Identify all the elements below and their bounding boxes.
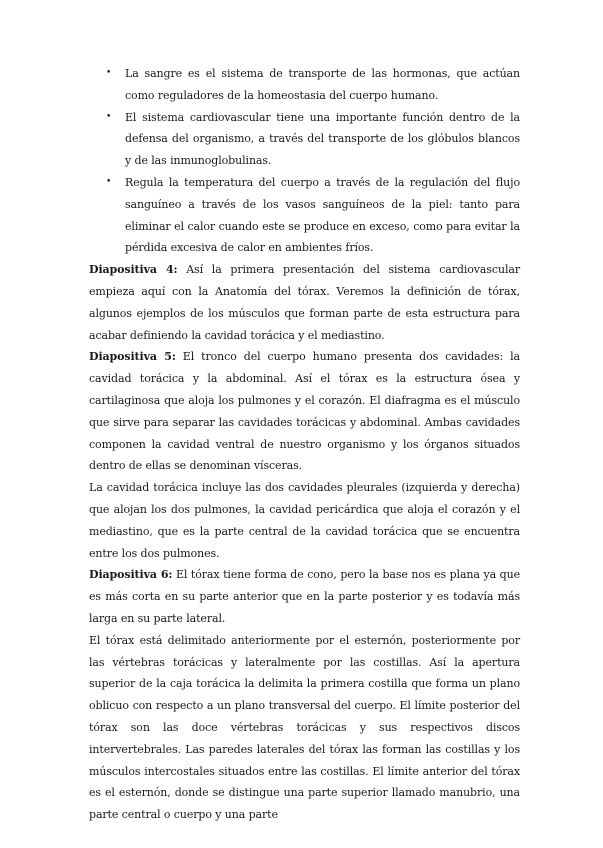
paragraph-diapositiva-4: [89, 259, 520, 346]
bullet-text: El sistema cardiovascular tiene una importante función dentro de la defensa del organismo, a través del transporte de los glóbulos blancos y de las inmunoglobulinas.: [125, 110, 520, 168]
paragraph-diapositiva-5: [89, 346, 520, 477]
bullet-icon: •: [106, 68, 112, 78]
slide-label: Diapositiva 6:: [89, 568, 173, 582]
bullet-text: La sangre es el sistema de transporte de las hormonas, que actúan como reguladores de la homeostasia del cuerpo humano.: [125, 67, 520, 102]
paragraph-text: El tórax tiene forma de cono, pero la base nos es plana ya que es más corta en su parte anterior que en la parte posterior y es todavía más larga en su parte lateral.: [89, 568, 520, 625]
paragraph-torax-delimitado: [89, 630, 520, 826]
slide-label: Diapositiva 5:: [89, 350, 176, 364]
bullet-icon: •: [106, 111, 112, 122]
bullet-list: [89, 63, 520, 259]
paragraph-text: El tronco del cuerpo humano presenta dos cavidades: la cavidad torácica y la abdominal. Así el tórax es la estructura ósea y cartilaginosa que aloja los pulmones y el corazón. El diafragma es el músculo que sirve para separar las cavidades torácicas y abdominal. Ambas cavidades componen la cavidad ventral de nuestro organismo y los órganos situados dentro de ellas se denominan vísceras.: [89, 350, 521, 473]
bullet-text: Regula la temperatura del cuerpo a través de la regulación del flujo sanguíneo a través de los vasos sanguíneos de la piel: tanto para eliminar el calor cuando este se produce en exceso, como para evitar la pérdida excesiva de calor en ambientes fríos.: [125, 175, 520, 255]
paragraph-text: El tórax está delimitado anteriormente por el esternón, posteriormente por las vértebras torácicas y lateralmente por las costillas. Así la apertura superior de la caja torácica la delimita la primera costilla que forma un plano oblicuo con respecto a un plano transversal del cuerpo. El límite posterior del tórax son las doce vértebras torácicas y sus respectivos discos intervertebrales. Las paredes laterales del tórax las forman las costillas y los músculos intercostales situados entre las costillas. El límite anterior del tórax es el esternón, donde se distingue una parte superior llamado manubrio, una parte central o cuerpo y una parte: [89, 633, 520, 822]
bullet-item: [89, 172, 520, 259]
bullet-icon: •: [106, 176, 112, 187]
slide-label: Diapositiva 4:: [89, 263, 178, 277]
paragraph-text: La cavidad torácica incluye las dos cavidades pleurales (izquierda y derecha) que alojan los dos pulmones, la cavidad pericárdica que aloja el corazón y el mediastino, que es la parte central de la cavidad torácica que se encuentra entre los dos pulmones.: [89, 481, 520, 560]
paragraph-cavidad-toracica: [89, 477, 520, 564]
paragraph-text: Así la primera presentación del sistema cardiovascular empieza aquí con la Anatomía del tórax. Veremos la definición de tórax, algunos ejemplos de los músculos que forman parte de esta estructura para acabar definiendo la cavidad torácica y el mediastino.: [89, 263, 520, 342]
paragraph-diapositiva-6: [89, 564, 520, 629]
bullet-item: [89, 107, 520, 172]
bullet-item: [89, 63, 520, 107]
document-body: [89, 63, 520, 826]
